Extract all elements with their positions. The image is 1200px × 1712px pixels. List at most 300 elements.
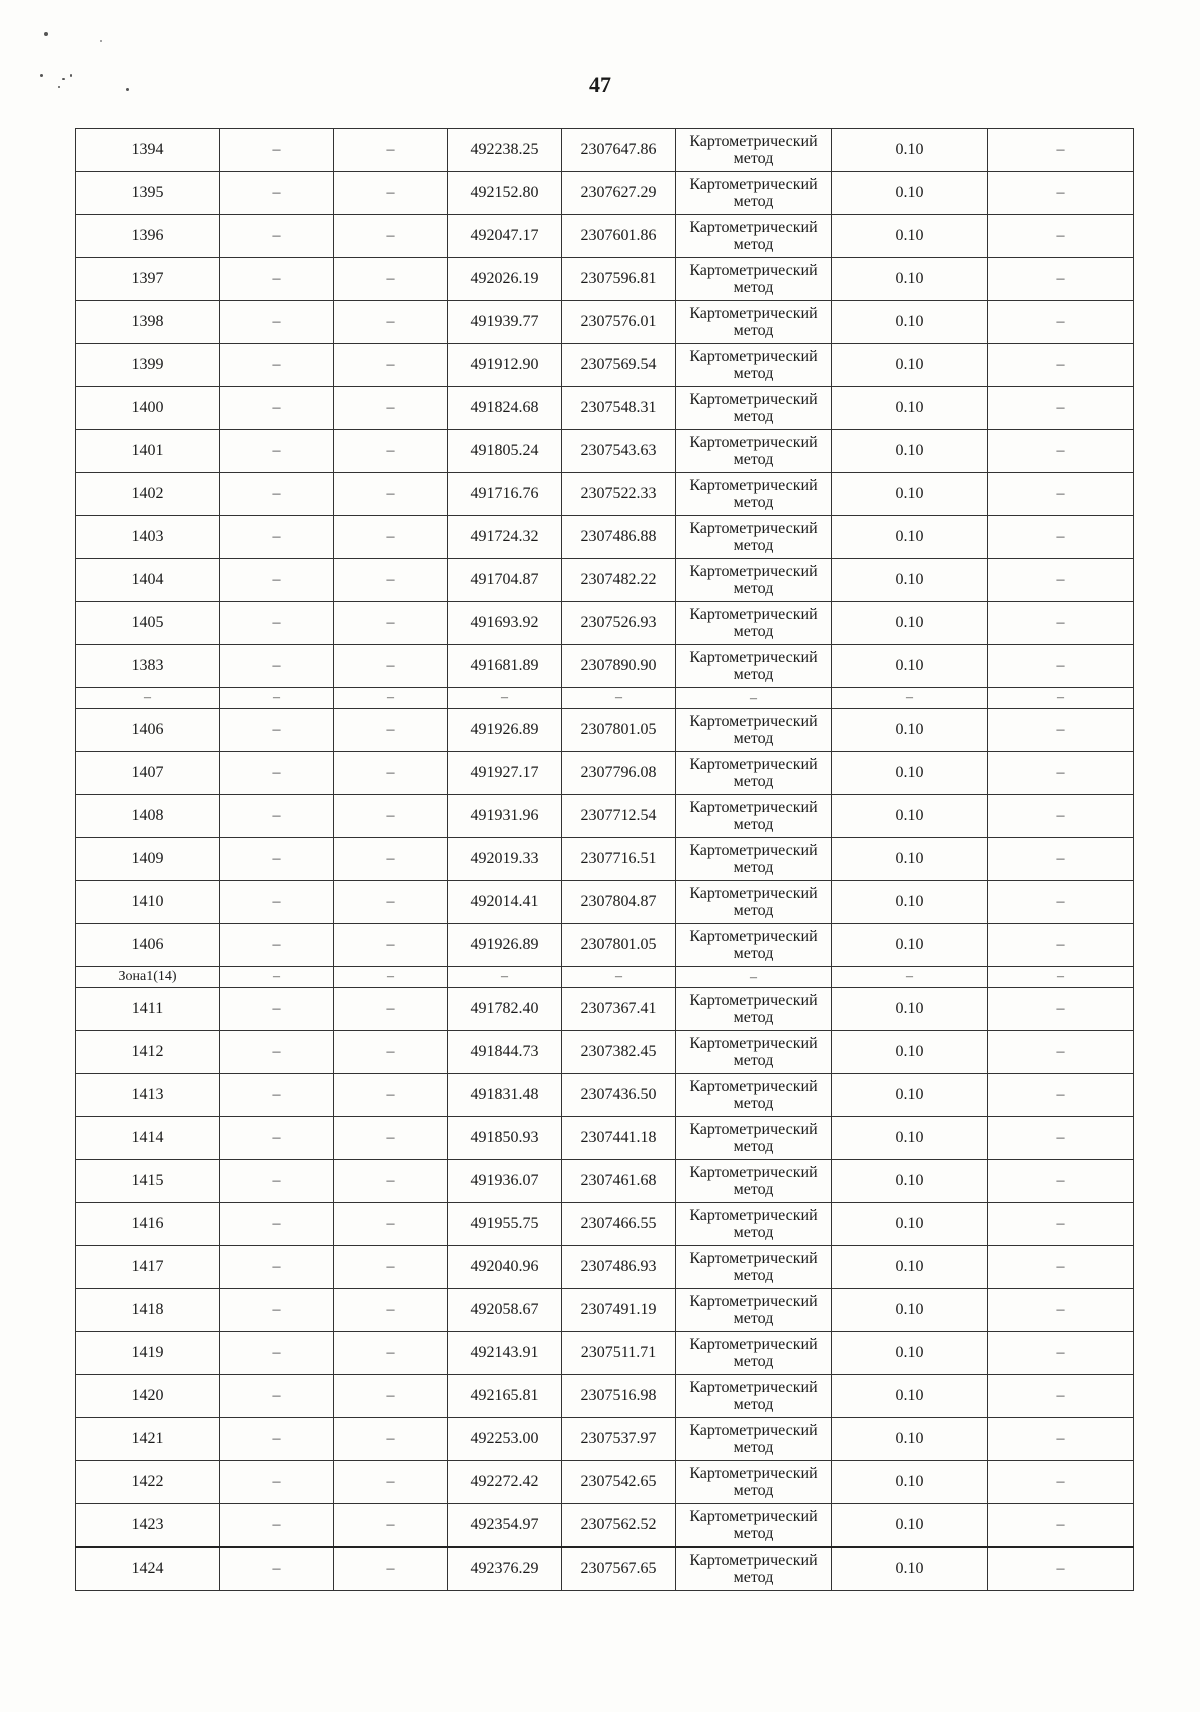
x-coordinate-cell: 491704.87 [448,559,562,602]
method-cell: Картометрический метод [676,795,832,838]
method-cell: Картометрический метод [676,924,832,967]
x-coordinate-cell: 491939.77 [448,301,562,344]
method-cell: Картометрический метод [676,473,832,516]
point-number-cell: 1404 [76,559,220,602]
column-8-cell: – [988,1418,1134,1461]
method-cell: Картометрический метод [676,258,832,301]
column-8-cell: – [988,344,1134,387]
column-8-cell: – [988,473,1134,516]
accuracy-cell: 0.10 [832,1117,988,1160]
method-cell: Картометрический метод [676,172,832,215]
y-coordinate-cell: 2307486.93 [562,1246,676,1289]
y-coordinate-cell: – [562,688,676,709]
column-3-cell: – [334,1547,448,1591]
column-3-cell: – [334,752,448,795]
table-row [76,881,1134,924]
column-8-cell: – [988,387,1134,430]
column-3-cell: – [334,215,448,258]
y-coordinate-cell: 2307436.50 [562,1074,676,1117]
column-8-cell: – [988,129,1134,172]
column-8-cell: – [988,258,1134,301]
column-8-cell: – [988,1074,1134,1117]
point-number-cell: 1400 [76,387,220,430]
point-number-cell: 1424 [76,1547,220,1591]
method-cell: Картометрический метод [676,387,832,430]
x-coordinate-cell: 491805.24 [448,430,562,473]
method-cell: Картометрический метод [676,988,832,1031]
column-3-cell: – [334,172,448,215]
y-coordinate-cell: 2307796.08 [562,752,676,795]
column-8-cell: – [988,795,1134,838]
x-coordinate-cell: 492019.33 [448,838,562,881]
y-coordinate-cell: 2307804.87 [562,881,676,924]
column-3-cell: – [334,387,448,430]
x-coordinate-cell: 491912.90 [448,344,562,387]
point-number-cell: 1405 [76,602,220,645]
point-number-cell: 1409 [76,838,220,881]
y-coordinate-cell: 2307543.63 [562,430,676,473]
column-3-cell: – [334,1074,448,1117]
x-coordinate-cell: 492238.25 [448,129,562,172]
column-2-cell: – [220,1504,334,1548]
y-coordinate-cell: 2307367.41 [562,988,676,1031]
column-3-cell: – [334,838,448,881]
x-coordinate-cell: 492014.41 [448,881,562,924]
table-row [76,838,1134,881]
column-3-cell: – [334,129,448,172]
y-coordinate-cell: 2307596.81 [562,258,676,301]
x-coordinate-cell: 491844.73 [448,1031,562,1074]
accuracy-cell: 0.10 [832,1031,988,1074]
accuracy-cell: 0.10 [832,344,988,387]
column-8-cell: – [988,967,1134,988]
column-8-cell: – [988,752,1134,795]
column-2-cell: – [220,258,334,301]
column-2-cell: – [220,473,334,516]
point-number-cell: 1406 [76,709,220,752]
method-cell: Картометрический метод [676,752,832,795]
table-row [76,516,1134,559]
table-row [76,258,1134,301]
point-number-cell: 1422 [76,1461,220,1504]
table-row [76,1246,1134,1289]
column-8-cell: – [988,602,1134,645]
point-number-cell: 1394 [76,129,220,172]
x-coordinate-cell: 492058.67 [448,1289,562,1332]
x-coordinate-cell: 491831.48 [448,1074,562,1117]
column-3-cell: – [334,795,448,838]
y-coordinate-cell: 2307569.54 [562,344,676,387]
y-coordinate-cell: 2307647.86 [562,129,676,172]
point-number-cell: 1395 [76,172,220,215]
y-coordinate-cell: 2307526.93 [562,602,676,645]
column-3-cell: – [334,1375,448,1418]
y-coordinate-cell: 2307601.86 [562,215,676,258]
column-2-cell: – [220,1547,334,1591]
accuracy-cell: 0.10 [832,258,988,301]
column-2-cell: – [220,1332,334,1375]
x-coordinate-cell: 491926.89 [448,924,562,967]
table-row [76,215,1134,258]
x-coordinate-cell: – [448,967,562,988]
column-3-cell: – [334,967,448,988]
column-3-cell: – [334,1246,448,1289]
point-number-cell: 1416 [76,1203,220,1246]
column-3-cell: – [334,1418,448,1461]
column-2-cell: – [220,301,334,344]
x-coordinate-cell: 492165.81 [448,1375,562,1418]
method-cell: Картометрический метод [676,1418,832,1461]
x-coordinate-cell: 491955.75 [448,1203,562,1246]
accuracy-cell: 0.10 [832,752,988,795]
column-2-cell: – [220,1203,334,1246]
table-row [76,1031,1134,1074]
method-cell: Картометрический метод [676,1203,832,1246]
column-3-cell: – [334,1289,448,1332]
column-2-cell: – [220,215,334,258]
method-cell: – [676,688,832,709]
method-cell: Картометрический метод [676,1547,832,1591]
point-number-cell: 1412 [76,1031,220,1074]
table-row [76,172,1134,215]
table-row [76,1418,1134,1461]
table-row [76,1074,1134,1117]
point-number-cell: 1403 [76,516,220,559]
accuracy-cell: 0.10 [832,1332,988,1375]
point-number-cell: 1406 [76,924,220,967]
column-8-cell: – [988,516,1134,559]
method-cell: Картометрический метод [676,516,832,559]
x-coordinate-cell: – [448,688,562,709]
x-coordinate-cell: 491681.89 [448,645,562,688]
y-coordinate-cell: 2307716.51 [562,838,676,881]
x-coordinate-cell: 492354.97 [448,1504,562,1548]
column-3-cell: – [334,881,448,924]
column-3-cell: – [334,516,448,559]
accuracy-cell: 0.10 [832,1289,988,1332]
point-number-cell: 1423 [76,1504,220,1548]
method-cell: Картометрический метод [676,709,832,752]
y-coordinate-cell: 2307801.05 [562,709,676,752]
point-number-cell: 1418 [76,1289,220,1332]
column-2-cell: – [220,1375,334,1418]
y-coordinate-cell: 2307576.01 [562,301,676,344]
column-8-cell: – [988,1160,1134,1203]
method-cell: Картометрический метод [676,1160,832,1203]
y-coordinate-cell: 2307486.88 [562,516,676,559]
column-2-cell: – [220,1246,334,1289]
method-cell: Картометрический метод [676,344,832,387]
y-coordinate-cell: 2307562.52 [562,1504,676,1548]
table-row [76,1375,1134,1418]
y-coordinate-cell: 2307522.33 [562,473,676,516]
x-coordinate-cell: 491716.76 [448,473,562,516]
method-cell: Картометрический метод [676,1031,832,1074]
accuracy-cell: 0.10 [832,881,988,924]
method-cell: Картометрический метод [676,602,832,645]
accuracy-cell: 0.10 [832,559,988,602]
table-row [76,1289,1134,1332]
column-2-cell: – [220,129,334,172]
y-coordinate-cell: – [562,967,676,988]
accuracy-cell: 0.10 [832,215,988,258]
accuracy-cell: 0.10 [832,709,988,752]
y-coordinate-cell: 2307537.97 [562,1418,676,1461]
column-2-cell: – [220,1160,334,1203]
column-2-cell: – [220,172,334,215]
method-cell: Картометрический метод [676,129,832,172]
point-number-cell: 1402 [76,473,220,516]
accuracy-cell: 0.10 [832,430,988,473]
table-row [76,473,1134,516]
column-3-cell: – [334,602,448,645]
y-coordinate-cell: 2307542.65 [562,1461,676,1504]
x-coordinate-cell: 491724.32 [448,516,562,559]
method-cell: Картометрический метод [676,301,832,344]
point-number-cell: 1407 [76,752,220,795]
accuracy-cell: 0.10 [832,1203,988,1246]
column-2-cell: – [220,881,334,924]
method-cell: Картометрический метод [676,559,832,602]
table-row [76,129,1134,172]
x-coordinate-cell: 491824.68 [448,387,562,430]
table-row [76,344,1134,387]
column-3-cell: – [334,688,448,709]
coordinates-table [75,128,1134,1591]
column-3-cell: – [334,344,448,387]
column-3-cell: – [334,645,448,688]
accuracy-cell: 0.10 [832,1461,988,1504]
y-coordinate-cell: 2307516.98 [562,1375,676,1418]
column-8-cell: – [988,645,1134,688]
point-number-cell: 1399 [76,344,220,387]
column-8-cell: – [988,924,1134,967]
table-row [76,1332,1134,1375]
table-row [76,559,1134,602]
column-8-cell: – [988,1547,1134,1591]
column-3-cell: – [334,924,448,967]
column-2-cell: – [220,1031,334,1074]
point-number-cell: 1419 [76,1332,220,1375]
column-3-cell: – [334,430,448,473]
accuracy-cell: 0.10 [832,988,988,1031]
separator-row [76,967,1134,988]
method-cell: Картометрический метод [676,215,832,258]
point-number-cell: – [76,688,220,709]
method-cell: Картометрический метод [676,1332,832,1375]
column-2-cell: – [220,795,334,838]
y-coordinate-cell: 2307567.65 [562,1547,676,1591]
method-cell: Картометрический метод [676,1375,832,1418]
x-coordinate-cell: 492143.91 [448,1332,562,1375]
table-row [76,301,1134,344]
x-coordinate-cell: 491931.96 [448,795,562,838]
column-2-cell: – [220,1461,334,1504]
column-2-cell: – [220,645,334,688]
table-row [76,709,1134,752]
point-number-cell: 1415 [76,1160,220,1203]
point-number-cell: 1383 [76,645,220,688]
table-row [76,1203,1134,1246]
column-3-cell: – [334,988,448,1031]
method-cell: Картометрический метод [676,1246,832,1289]
point-number-cell: 1401 [76,430,220,473]
y-coordinate-cell: 2307482.22 [562,559,676,602]
column-2-cell: – [220,1289,334,1332]
point-number-cell: 1396 [76,215,220,258]
column-2-cell: – [220,602,334,645]
accuracy-cell: 0.10 [832,1074,988,1117]
column-8-cell: – [988,1504,1134,1548]
point-number-cell: 1417 [76,1246,220,1289]
x-coordinate-cell: 492026.19 [448,258,562,301]
y-coordinate-cell: 2307890.90 [562,645,676,688]
accuracy-cell: – [832,967,988,988]
column-8-cell: – [988,430,1134,473]
y-coordinate-cell: 2307382.45 [562,1031,676,1074]
column-3-cell: – [334,1160,448,1203]
table-row [76,1117,1134,1160]
column-8-cell: – [988,881,1134,924]
column-8-cell: – [988,709,1134,752]
column-2-cell: – [220,988,334,1031]
column-2-cell: – [220,516,334,559]
table-row [76,752,1134,795]
column-2-cell: – [220,387,334,430]
column-8-cell: – [988,1289,1134,1332]
method-cell: – [676,967,832,988]
column-8-cell: – [988,559,1134,602]
accuracy-cell: 0.10 [832,1418,988,1461]
table-row [76,1547,1134,1591]
column-8-cell: – [988,688,1134,709]
accuracy-cell: 0.10 [832,838,988,881]
column-8-cell: – [988,838,1134,881]
x-coordinate-cell: 492376.29 [448,1547,562,1591]
accuracy-cell: 0.10 [832,602,988,645]
separator-row [76,688,1134,709]
accuracy-cell: 0.10 [832,387,988,430]
method-cell: Картометрический метод [676,1074,832,1117]
column-8-cell: – [988,215,1134,258]
x-coordinate-cell: 492047.17 [448,215,562,258]
column-3-cell: – [334,301,448,344]
column-2-cell: – [220,752,334,795]
column-8-cell: – [988,1246,1134,1289]
y-coordinate-cell: 2307627.29 [562,172,676,215]
method-cell: Картометрический метод [676,881,832,924]
accuracy-cell: 0.10 [832,1504,988,1548]
method-cell: Картометрический метод [676,1461,832,1504]
column-3-cell: – [334,473,448,516]
table-row [76,924,1134,967]
method-cell: Картометрический метод [676,1117,832,1160]
accuracy-cell: 0.10 [832,795,988,838]
column-3-cell: – [334,1504,448,1548]
column-2-cell: – [220,559,334,602]
column-3-cell: – [334,709,448,752]
column-2-cell: – [220,1117,334,1160]
column-2-cell: – [220,430,334,473]
accuracy-cell: 0.10 [832,473,988,516]
accuracy-cell: – [832,688,988,709]
y-coordinate-cell: 2307461.68 [562,1160,676,1203]
table-row [76,795,1134,838]
y-coordinate-cell: 2307441.18 [562,1117,676,1160]
column-8-cell: – [988,1203,1134,1246]
column-8-cell: – [988,172,1134,215]
x-coordinate-cell: 491936.07 [448,1160,562,1203]
table-row [76,1504,1134,1548]
x-coordinate-cell: 491693.92 [448,602,562,645]
method-cell: Картометрический метод [676,1504,832,1548]
y-coordinate-cell: 2307801.05 [562,924,676,967]
column-8-cell: – [988,1031,1134,1074]
column-8-cell: – [988,1332,1134,1375]
y-coordinate-cell: 2307466.55 [562,1203,676,1246]
column-2-cell: – [220,967,334,988]
accuracy-cell: 0.10 [832,172,988,215]
column-2-cell: – [220,688,334,709]
column-8-cell: – [988,1117,1134,1160]
column-3-cell: – [334,258,448,301]
y-coordinate-cell: 2307712.54 [562,795,676,838]
x-coordinate-cell: 492253.00 [448,1418,562,1461]
table-row [76,387,1134,430]
column-3-cell: – [334,1031,448,1074]
point-number-cell: 1398 [76,301,220,344]
x-coordinate-cell: 491927.17 [448,752,562,795]
table-row [76,602,1134,645]
accuracy-cell: 0.10 [832,516,988,559]
table-row [76,1461,1134,1504]
accuracy-cell: 0.10 [832,129,988,172]
y-coordinate-cell: 2307548.31 [562,387,676,430]
x-coordinate-cell: 492152.80 [448,172,562,215]
column-3-cell: – [334,1203,448,1246]
accuracy-cell: 0.10 [832,1160,988,1203]
method-cell: Картометрический метод [676,838,832,881]
page-number: 47 [589,72,611,97]
column-8-cell: – [988,988,1134,1031]
column-3-cell: – [334,1332,448,1375]
column-2-cell: – [220,1074,334,1117]
accuracy-cell: 0.10 [832,1246,988,1289]
point-number-cell: 1413 [76,1074,220,1117]
column-8-cell: – [988,301,1134,344]
point-number-cell: 1420 [76,1375,220,1418]
column-2-cell: – [220,924,334,967]
method-cell: Картометрический метод [676,430,832,473]
table-row [76,645,1134,688]
accuracy-cell: 0.10 [832,1547,988,1591]
column-8-cell: – [988,1375,1134,1418]
point-number-cell: 1397 [76,258,220,301]
table-row [76,1160,1134,1203]
x-coordinate-cell: 492040.96 [448,1246,562,1289]
method-cell: Картометрический метод [676,645,832,688]
accuracy-cell: 0.10 [832,924,988,967]
column-2-cell: – [220,838,334,881]
y-coordinate-cell: 2307491.19 [562,1289,676,1332]
x-coordinate-cell: 491850.93 [448,1117,562,1160]
x-coordinate-cell: 492272.42 [448,1461,562,1504]
point-number-cell: 1414 [76,1117,220,1160]
column-2-cell: – [220,709,334,752]
column-3-cell: – [334,1117,448,1160]
table-row [76,988,1134,1031]
table-row [76,430,1134,473]
